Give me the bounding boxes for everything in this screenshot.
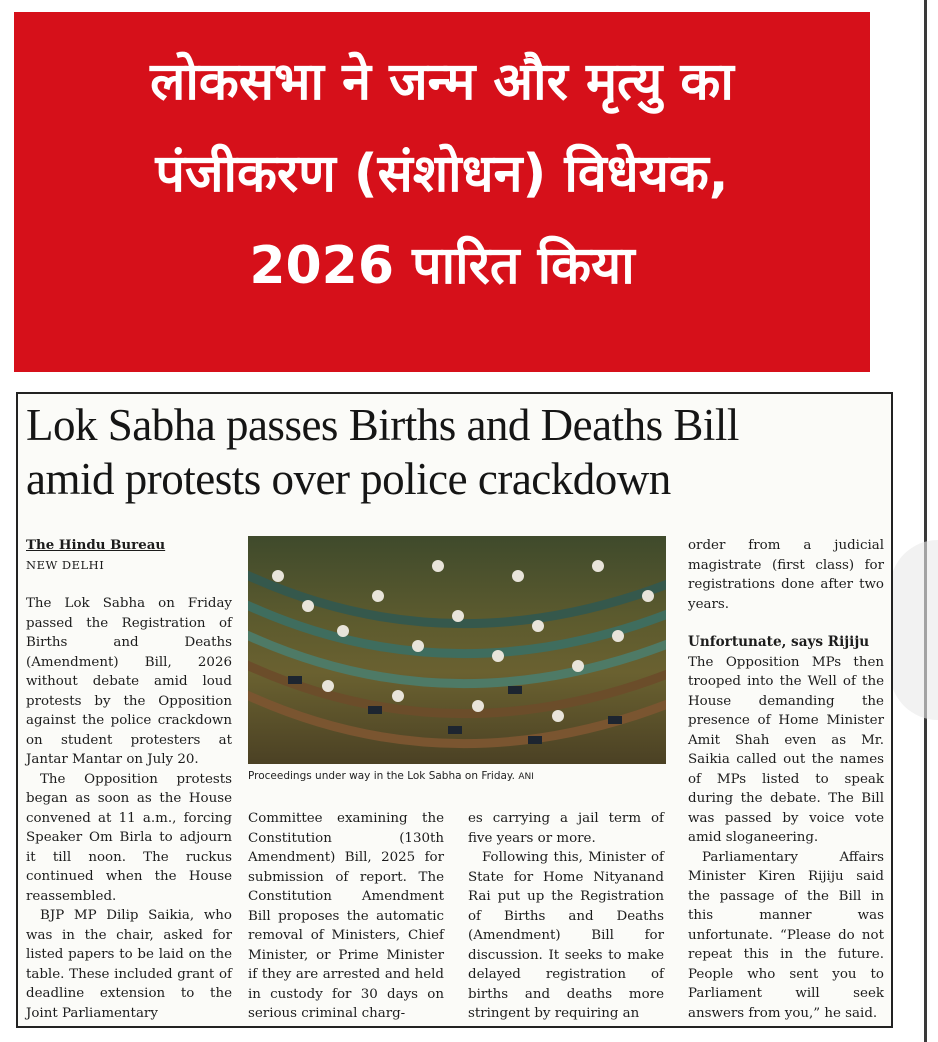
- article-headline: [26, 398, 886, 506]
- photo-credit: ANI: [518, 772, 534, 782]
- chamber-illustration: [248, 536, 666, 764]
- banner-line-1: लोकसभा ने जन्म और मृत्यु का: [150, 52, 734, 112]
- lok-sabha-photo: [248, 536, 666, 764]
- subheading: Unfortunate, says Rijiju: [688, 634, 870, 650]
- paragraph: Parliamentary Affairs Minister Kiren Rijiju said the passage of the Bill in this manner was unfortunate. “Please do not repeat this in the future. People who sent you to Parliament will seek answers from you,” he said.: [688, 849, 884, 1021]
- article-column-1: [26, 536, 232, 1023]
- paragraph: BJP MP Dilip Saikia, who was in the chair, asked for listed papers to be laid on the table. These included grant of deadline extension to the Joint Parliamentary: [26, 908, 232, 1021]
- headline-line-2: amid protests over police crackdown: [26, 454, 671, 504]
- paragraph: Committee examining the Constitution (130th Amendment) Bill, 2025 for submission of report. The Constitution Amendment Bill proposes the automatic removal of Ministers, Chief Minister, or Prime Minister if they are arrested and held in custody for 30 days on serious criminal charg-: [248, 811, 444, 1021]
- paragraph: order from a judicial magistrate (first class) for registrations done after two years.: [688, 538, 884, 612]
- paragraph: Following this, Minister of State for Home Nityanand Rai put up the Registration of Births and Deaths (Amendment) Bill for discussion. It seeks to make delayed registration of births and deaths more stringent by requiring an: [468, 850, 664, 1021]
- article-column-2: [248, 809, 444, 1024]
- hindi-headline-banner: [14, 12, 870, 372]
- paragraph: The Opposition MPs then trooped into the Well of the House demanding the presence of Home Minister Amit Shah even as Mr. Saikia called out the names of MPs listed to speak during the debate. The Bill was passed by voice vote amid sloganeering.: [688, 654, 884, 845]
- headline-line-1: Lok Sabha passes Births and Deaths Bill: [26, 400, 739, 450]
- paragraph: The Lok Sabha on Friday passed the Registration of Births and Deaths (Amendment) Bill, 2026 without debate amid loud protests by the Opposition against the police crackdown on student protesters at Jantar Mantar on July 20.: [26, 596, 232, 767]
- banner-line-2: पंजीकरण (संशोधन) विधेयक,: [155, 144, 729, 204]
- byline: The Hindu Bureau: [26, 537, 166, 553]
- background-smudge: [890, 540, 938, 720]
- paragraph: es carrying a jail term of five years or more.: [468, 811, 664, 846]
- article-column-4: [688, 536, 884, 1023]
- banner-line-3: 2026 पारित किया: [249, 236, 635, 296]
- paragraph: The Opposition protests began as soon as the House convened at 11 a.m., forcing Speaker Om Birla to adjourn it till noon. The ruckus continued when the House reassembled.: [26, 771, 232, 904]
- article-column-3: [468, 809, 664, 1024]
- page-edge-rule: [924, 0, 927, 1042]
- photo-caption: [248, 770, 668, 782]
- newspaper-clipping: [16, 392, 893, 1028]
- caption-text: Proceedings under way in the Lok Sabha on Friday.: [248, 770, 515, 782]
- dateline: NEW DELHI: [26, 557, 105, 572]
